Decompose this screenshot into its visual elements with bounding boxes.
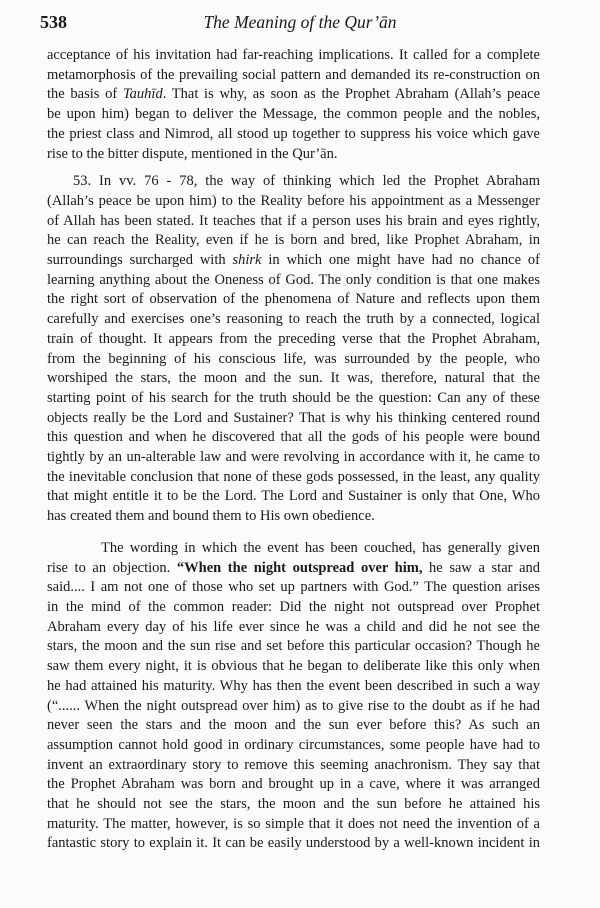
text-line: maturity. The matter, however, is so simple that it does not need the invention of a [47, 815, 540, 832]
text-line: he had attained his maturity. Why has then the event been described in such a way [47, 677, 540, 694]
paragraph-gap [47, 164, 540, 172]
text-line: (Allah’s peace be upon him) to the Reality before his appointment as a Messenger [47, 192, 540, 209]
text-line: rise to an objection. “When the night outspread over him, he saw a star and [47, 559, 540, 576]
text-line: saw them every night, it is obvious that he began to deliberate like this only when [47, 658, 540, 675]
text-line: assumption cannot hold good in ordinary circumstances, some people have had to [47, 736, 540, 753]
text-line: worshiped the stars, the moon and the sun. It was, therefore, natural that the [47, 370, 540, 387]
text-line: Abraham every day of his life ever since he was a child and did he not see the [47, 618, 540, 635]
page-number: 538 [40, 12, 67, 32]
text-line: The wording in which the event has been couched, has generally given [101, 539, 540, 556]
text-line: the priest class and Nimrod, all stood up together to suppress his voice which gave [47, 125, 540, 142]
paragraph-1 [47, 46, 540, 164]
text-line: the Prophet Abraham was born and brought up in a cave, where it was arranged [47, 776, 540, 793]
text-line: learning anything about the Oneness of God. The only condition is that one makes [47, 271, 540, 288]
text-line: acceptance of his invitation had far-reaching implications. It called for a complete [47, 47, 540, 63]
text-line: of Allah has been stated. It teaches that if a person uses his brain and eyes rightly, [47, 212, 540, 229]
text-line: train of thought. It appears from the preceding verse that the Prophet Abraham, [47, 330, 540, 347]
paragraph-3 [47, 539, 540, 854]
text-line: in the mind of the common reader: Did the night not outspread over Prophet [47, 598, 540, 615]
text-line: carefully and exercises one’s reasoning to reach the truth by a connected, logical [47, 311, 540, 328]
text-line: tightly by an un-alterable law and were revolving in accordance with it, he came to [47, 449, 540, 466]
bold-quote: “When the night outspread over him, [176, 559, 423, 576]
text-line: has created them and bound them to His own obedience. [47, 508, 375, 525]
text-line: starting point of his search for the truth should be the question: Can any of these [47, 389, 540, 406]
text-line: (“...... When the night outspread over him) as to give rise to the doubt as if he had [47, 697, 540, 714]
text-line: rise to the bitter dispute, mentioned in the Qur’ān. [47, 145, 338, 162]
text-line: metamorphosis of the prevailing social pattern and demanded its re-construction on [47, 66, 540, 83]
text-line: stars, the moon and the sun rise and set before this particular occasion? Though he [47, 638, 540, 655]
text-line: surroundings surcharged with shirk in which one might have had no chance of [47, 252, 540, 269]
text-line: invent an extraordinary story to remove this seeming anachronism. They say that [47, 756, 540, 773]
text-line: be upon him) began to deliver the Message, the common people and the nobles, [47, 106, 540, 123]
running-title: The Meaning of the Qur’ān [203, 12, 397, 32]
text-line: never seen the stars and the moon and the sun ever before this? As such an [47, 717, 540, 734]
text-line: this question and when he discovered that all the gods of his people were bound [47, 429, 540, 446]
text-line: from the beginning of his conscious life, was surrounded by the people, who [47, 350, 540, 367]
text-line: that he should not see the stars, the moon and the sun before he attained his [47, 796, 540, 813]
paragraph-gap [47, 527, 540, 539]
text-line: said.... I am not one of those who set up partners with God.” The question arises [47, 579, 540, 596]
text-line: 53. In vv. 76 - 78, the way of thinking which led the Prophet Abraham [73, 173, 540, 190]
page-header [40, 12, 560, 36]
text-line: that might entitle it to be the Lord. The Lord and Sustainer is only that One, Who [47, 488, 540, 505]
italic-term: Tauhīd [122, 86, 163, 103]
text-line: the right sort of observation of the phenomena of Nature and reflects upon them [47, 291, 540, 308]
text-line: objects really be the Lord and Sustainer? That is why his thinking centered round [47, 409, 540, 426]
body-text [47, 46, 540, 854]
text-line: the inevitable conclusion that none of these gods possessed, in the least, any quality [47, 468, 540, 485]
paragraph-2 [47, 172, 540, 527]
text-line: fantastic story to explain it. It can be easily understood by a well-known incident in [47, 835, 540, 852]
text-line: the basis of Tauhīd. That is why, as soon as the Prophet Abraham (Allah’s peace [47, 86, 541, 103]
text-line: he can reach the Reality, even if he is born and bred, like Prophet Abraham, in [47, 232, 540, 249]
italic-term: shirk [232, 252, 262, 269]
